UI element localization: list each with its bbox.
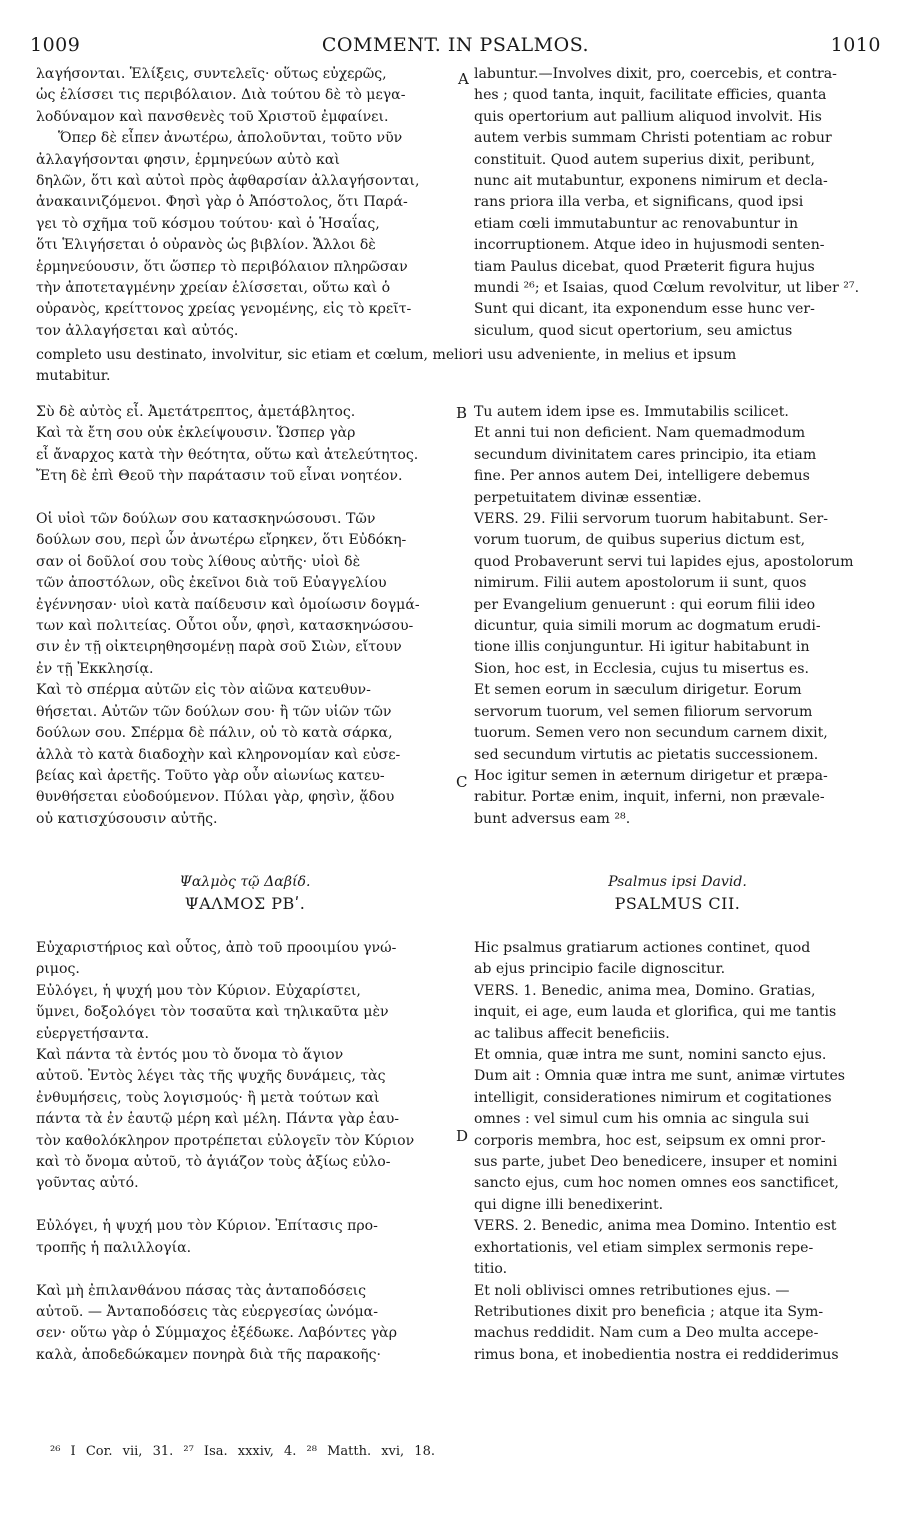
running-title: COMMENT. IN PSALMOS. <box>321 34 590 56</box>
latin-psalm-title: PSALMUS CII. <box>614 894 741 914</box>
text-line: bunt adversus eam ²⁸. <box>474 810 631 827</box>
text-line: Et omnia, quæ intra me sunt, nomini sancto ejus. <box>474 1047 827 1064</box>
text-line: καλὰ, ἀποδεδώκαμεν πονηρὰ διὰ τῆς παρακοῆς· <box>36 1346 381 1363</box>
latin-column-section-2 <box>474 402 881 830</box>
text-line: ὅτι Ἑλιγήσεται ὁ οὐρανὸς ὡς βιβλίον. Ἄλλοι δὲ <box>36 237 376 254</box>
text-line: Hoc igitur semen in æternum dirigetur et præpa- <box>474 767 828 784</box>
text-line: Sunt qui dicant, ita exponendum esse hunc ver- <box>474 301 815 318</box>
text-line: δούλων σου. Σπέρμα δὲ πάλιν, οὐ τὸ κατὰ σάρκα, <box>36 725 393 742</box>
text-line: inquit, ei age, eum lauda et glorifica, qui me tantis <box>474 1004 837 1021</box>
greek-column-section-1 <box>36 64 454 342</box>
text-line: ἀλλαγήσονται φησιν, ἑρμηνεύων αὐτὸ καὶ <box>36 151 340 168</box>
text-line: σαν οἱ δοῦλοί σου τοὺς λίθους αὐτῆς· υἱοὶ δὲ <box>36 553 361 570</box>
page-number-left: 1009 <box>30 34 81 56</box>
text-line: labuntur.—Involves dixit, pro, coercebis, et contra- <box>474 66 837 82</box>
margin-marker-a: A <box>458 70 469 88</box>
text-line: ἀνακαινιζόμενοι. Φησὶ γὰρ ὁ Ἀπόστολος, ὅτι Παρά- <box>36 194 408 211</box>
text-line: intelligit, considerationes nimirum et cogitationes <box>474 1089 832 1106</box>
text-line: εὐεργετήσαντα. <box>36 1025 149 1042</box>
text-line: dicuntur, quia simili morum ac dogmatum erudi- <box>474 618 821 635</box>
text-line: secundum divinitatem cares principio, ita etiam <box>474 446 817 463</box>
text-line: ἐν τῇ Ἐκκλησίᾳ. <box>36 660 154 677</box>
text-line: πάντα τὰ ἐν ἑαυτῷ μέρη καὶ μέλη. Πάντα γὰρ ἑαυ- <box>36 1111 400 1128</box>
text-line: ὡς ἑλίσσει τις περιβόλαιον. Διὰ τούτου δὲ τὸ μεγα- <box>36 87 406 104</box>
text-line: nimirum. Filii autem apostolorum ii sunt, quos <box>474 575 807 592</box>
text-line: completo usu destinato, involvitur, sic etiam et cœlum, meliori usu adveniente, in melius et ipsum <box>36 347 737 363</box>
text-line: ἑρμηνεύουσιν, ὅτι ὥσπερ τὸ περιβόλαιον πληρῶσαν <box>36 258 408 275</box>
text-line: mutabitur. <box>36 368 111 385</box>
text-line: Καὶ τὸ σπέρμα αὐτῶν εἰς τὸν αἰῶνα κατευθυν- <box>36 682 371 699</box>
text-line: Ὅπερ δὲ εἶπεν ἀνωτέρω, ἀπολοῦνται, τοῦτο νῦν <box>58 130 403 147</box>
text-line: τῶν ἀποστόλων, οὓς ἐκεῖνοι διὰ τοῦ Εὐαγγελίου <box>36 575 387 592</box>
text-line: sus parte, jubet Deo benedicere, insuper et nomini <box>474 1154 838 1171</box>
text-line: constituit. Quod autem superius dixit, peribunt, <box>474 151 815 168</box>
text-line: τροπῆς ἡ παλιλλογία. <box>36 1239 192 1256</box>
text-line: titio. <box>474 1261 508 1278</box>
text-line: ὕμνει, δοξολόγει τὸν τοσαῦτα καὶ τηλικαῦτα μὲν <box>36 1004 389 1021</box>
text-line: οὐρανὸς, κρείττονος χρείας γενομένης, εἰς τὸ κρεῖτ- <box>36 301 412 318</box>
text-line: ριμος. <box>36 961 80 978</box>
text-line: Καὶ πάντα τὰ ἐντός μου τὸ ὄνομα τὸ ἅγιον <box>36 1047 344 1064</box>
text-line: καὶ τὸ ὄνομα αὐτοῦ, τὸ ἁγιάζον τοὺς ἀξίως εὐλο- <box>36 1154 391 1171</box>
text-line: Καὶ μὴ ἐπιλανθάνου πάσας τὰς ἀνταποδόσεις <box>36 1282 367 1299</box>
text-line: Εὐχαριστήριος καὶ οὗτος, ἀπὸ τοῦ προοιμίου γνώ- <box>36 940 397 956</box>
text-line: fine. Per annos autem Dei, intelligere debemus <box>474 468 810 485</box>
text-line: sancto ejus, cum hoc nomen omnes eos sanctificet, <box>474 1175 839 1192</box>
text-line <box>36 1195 454 1216</box>
text-line: δηλῶν, ὅτι καὶ αὐτοὶ πρὸς ἀφθαρσίαν ἀλλαγήσονται, <box>36 173 420 190</box>
text-line: εἶ ἄναρχος κατὰ τὴν θεότητα, οὕτω καὶ ἀτελεύτητος. <box>36 446 419 463</box>
text-line: VERS. 1. Benedic, anima mea, Domino. Gratias, <box>474 982 816 999</box>
greek-column-section-2 <box>36 402 454 830</box>
text-line: βείας καὶ ἀρετῆς. Τοῦτο γὰρ οὖν αἰωνίως κατευ- <box>36 767 385 784</box>
text-line: Tu autem idem ipse es. Immutabilis scilicet. <box>474 404 789 420</box>
text-line: tione illis conjunguntur. Hi igitur habitabunt in <box>474 639 810 656</box>
text-line: Εὐλόγει, ἡ ψυχή μου τὸν Κύριον. Εὐχαρίστει, <box>36 982 361 999</box>
greek-psalm-title: ΨΑΛΜΟΣ ΡΒʹ. <box>184 894 306 914</box>
text-line: θήσεται. Αὐτῶν τῶν δούλων σου· ἢ τῶν υἱῶν τῶν <box>36 703 392 720</box>
text-line: vorum tuorum, de quibus superius dictum est, <box>474 532 806 549</box>
text-line: γοῦντας αὐτό. <box>36 1175 139 1192</box>
text-line <box>36 488 454 509</box>
text-line: nunc ait mutabuntur, exponens nimirum et decla- <box>474 173 828 190</box>
text-line: δούλων σου, περὶ ὧν ἀνωτέρω εἴρηκεν, ὅτι Εὐδόκη- <box>36 532 407 549</box>
text-line: Εὐλόγει, ἡ ψυχή μου τὸν Κύριον. Ἐπίτασις προ- <box>36 1218 378 1235</box>
text-line: rabitur. Portæ enim, inquit, inferni, non prævale- <box>474 789 825 806</box>
text-line: λαγήσονται. Ἑλίξεις, συντελεῖς· οὕτως εὐχερῶς, <box>36 66 387 82</box>
text-line: ἐνθυμήσεις, τοὺς λογισμούς· ἢ μετὰ τούτων καὶ <box>36 1089 380 1106</box>
text-line: σεν· οὕτω γὰρ ὁ Σύμμαχος ἐξέδωκε. Λαβόντες γὰρ <box>36 1325 397 1342</box>
text-line: autem verbis summam Christi potentiam ac robur <box>474 130 832 147</box>
text-line: exhortationis, vel etiam simplex sermonis repe- <box>474 1239 814 1256</box>
greek-column-section-3 <box>36 938 454 1366</box>
text-line <box>36 1259 454 1280</box>
latin-psalm-subtitle: Psalmus ipsi David. <box>608 874 747 890</box>
text-line: Et semen eorum in sæculum dirigetur. Eorum <box>474 682 802 699</box>
text-line: machus reddidit. Nam cum a Deo multa accepe- <box>474 1325 819 1342</box>
text-line: Ἔτη δὲ ἐπὶ Θεοῦ τὴν παράτασιν τοῦ εἶναι νοητέον. <box>36 468 403 485</box>
text-line: Σὺ δὲ αὐτὸς εἶ. Ἀμετάτρεπτος, ἀμετάβλητος. <box>36 404 356 420</box>
text-line: quis opertorium aut pallium aliquod involvit. His <box>474 108 822 125</box>
text-line: etiam cœli immutabuntur ac renovabuntur in <box>474 215 799 232</box>
text-line: ac talibus affecit beneficiis. <box>474 1025 670 1042</box>
text-line: Sion, hoc est, in Ecclesia, cujus tu misertus es. <box>474 660 809 677</box>
text-line: rans priora illa verba, et significans, quod ipsi <box>474 194 804 211</box>
text-line: VERS. 2. Benedic, anima mea Domino. Intentio est <box>474 1218 837 1235</box>
margin-marker-b: B <box>456 404 468 422</box>
footnotes: ²⁶ I Cor. vii, 31. ²⁷ Isa. xxxiv, 4. ²⁸ Matth. xvi, 18. <box>50 1444 435 1459</box>
text-line: omnes : vel simul cum his omnia ac singula sui <box>474 1111 809 1128</box>
latin-column-section-3 <box>474 938 881 1366</box>
text-line: incorruptionem. Atque ideo in hujusmodi senten- <box>474 237 825 254</box>
text-line: tiam Paulus dicebat, quod Præterit figura hujus <box>474 258 815 275</box>
text-line: hes ; quod tanta, inquit, facilitate efficies, quanta <box>474 87 827 104</box>
greek-psalm-subtitle: Ψαλμὸς τῷ Δαβίδ. <box>179 874 311 890</box>
text-line: siculum, quod sicut opertorium, seu amictus <box>474 322 793 339</box>
text-line: Hic psalmus gratiarum actiones continet, quod <box>474 940 811 956</box>
text-line: ἐγέννησαν· υἱοὶ κατὰ παίδευσιν καὶ ὁμοίωσιν δογμά- <box>36 596 420 613</box>
text-line: Dum ait : Omnia quæ intra me sunt, animæ virtutes <box>474 1068 846 1085</box>
text-line: qui digne illi benedixerint. <box>474 1196 664 1213</box>
text-line: θυνθήσεται εὐοδούμενον. Πύλαι γὰρ, φησὶν, ᾅδου <box>36 789 395 806</box>
text-line: ab ejus principio facile dignoscitur. <box>474 961 726 978</box>
text-line: corporis membra, hoc est, seipsum ex omni pror- <box>474 1132 826 1149</box>
text-line: tuorum. Semen vero non secundum carnem dixit, <box>474 725 828 742</box>
text-line: τὸν καθολόκληρον προτρέπεται εὐλογεῖν τὸν Κύριον <box>36 1132 415 1149</box>
text-line: λοδύναμον καὶ πανσθενὲς τοῦ Χριστοῦ ἐμφαίνει. <box>36 108 389 125</box>
text-line: sed secundum virtutis ac pietatis successionem. <box>474 746 819 763</box>
latin-psalm-heading <box>474 872 881 915</box>
text-line: ἀλλὰ τὸ κατὰ διαδοχὴν καὶ κληρονομίαν καὶ εὐσε- <box>36 746 401 763</box>
text-line: των καὶ πολιτείας. Οὗτοι οὖν, φησὶ, κατασκηνώσου- <box>36 618 414 635</box>
text-line: Καὶ τὰ ἔτη σου οὐκ ἐκλείψουσιν. Ὥσπερ γὰρ <box>36 425 356 442</box>
text-line: Οἱ υἱοὶ τῶν δούλων σου κατασκηνώσουσι. Τῶν <box>36 511 376 528</box>
text-line: servorum tuorum, vel semen filiorum servorum <box>474 703 813 720</box>
text-line: τον ἀλλαγήσεται καὶ αὐτός. <box>36 322 239 339</box>
text-line: γει τὸ σχῆμα τοῦ κόσμου τούτου· καὶ ὁ Ἡσαΐας, <box>36 215 380 232</box>
text-line: Retributiones dixit pro beneficia ; atque ita Sym- <box>474 1303 824 1320</box>
latin-column-section-1 <box>474 64 881 342</box>
text-line: rimus bona, et inobedientia nostra ei reddiderimus <box>474 1346 839 1363</box>
text-line: Et anni tui non deficient. Nam quemadmodum <box>474 425 806 442</box>
text-line: VERS. 29. Filii servorum tuorum habitabunt. Ser- <box>474 511 829 528</box>
margin-marker-d: D <box>456 1127 469 1145</box>
text-line: τὴν ἀποτεταγμένην χρείαν ἑλίσσεται, οὕτω καὶ ὁ <box>36 280 391 297</box>
text-line: quod Probaverunt servi tui lapides ejus, apostolorum <box>474 553 854 570</box>
text-line: Et noli oblivisci omnes retributiones ejus. — <box>474 1282 790 1299</box>
page-number-right: 1010 <box>830 34 881 56</box>
text-line: per Evangelium genuerunt : qui eorum filii ideo <box>474 596 816 613</box>
margin-marker-c: C <box>456 773 468 791</box>
greek-psalm-heading <box>36 872 454 915</box>
text-line: αὐτοῦ. Ἐντὸς λέγει τὰς τῆς ψυχῆς δυνάμεις, τὰς <box>36 1068 386 1085</box>
text-line: οὐ κατισχύσουσιν αὐτῆς. <box>36 810 218 827</box>
text-line: mundi ²⁶; et Isaias, quod Cœlum revolvitur, ut liber ²⁷. <box>474 280 860 297</box>
text-line: αὐτοῦ. — Ἀνταποδόσεις τὰς εὐεργεσίας ὠνόμα- <box>36 1303 378 1320</box>
text-line: σιν ἐν τῇ οἰκτειρηθησομένῃ παρὰ σοῦ Σιὼν, εἴτουν <box>36 639 402 656</box>
full-width-latin-line <box>36 345 881 388</box>
text-line: perpetuitatem divinæ essentiæ. <box>474 489 702 506</box>
page-header <box>30 34 881 60</box>
